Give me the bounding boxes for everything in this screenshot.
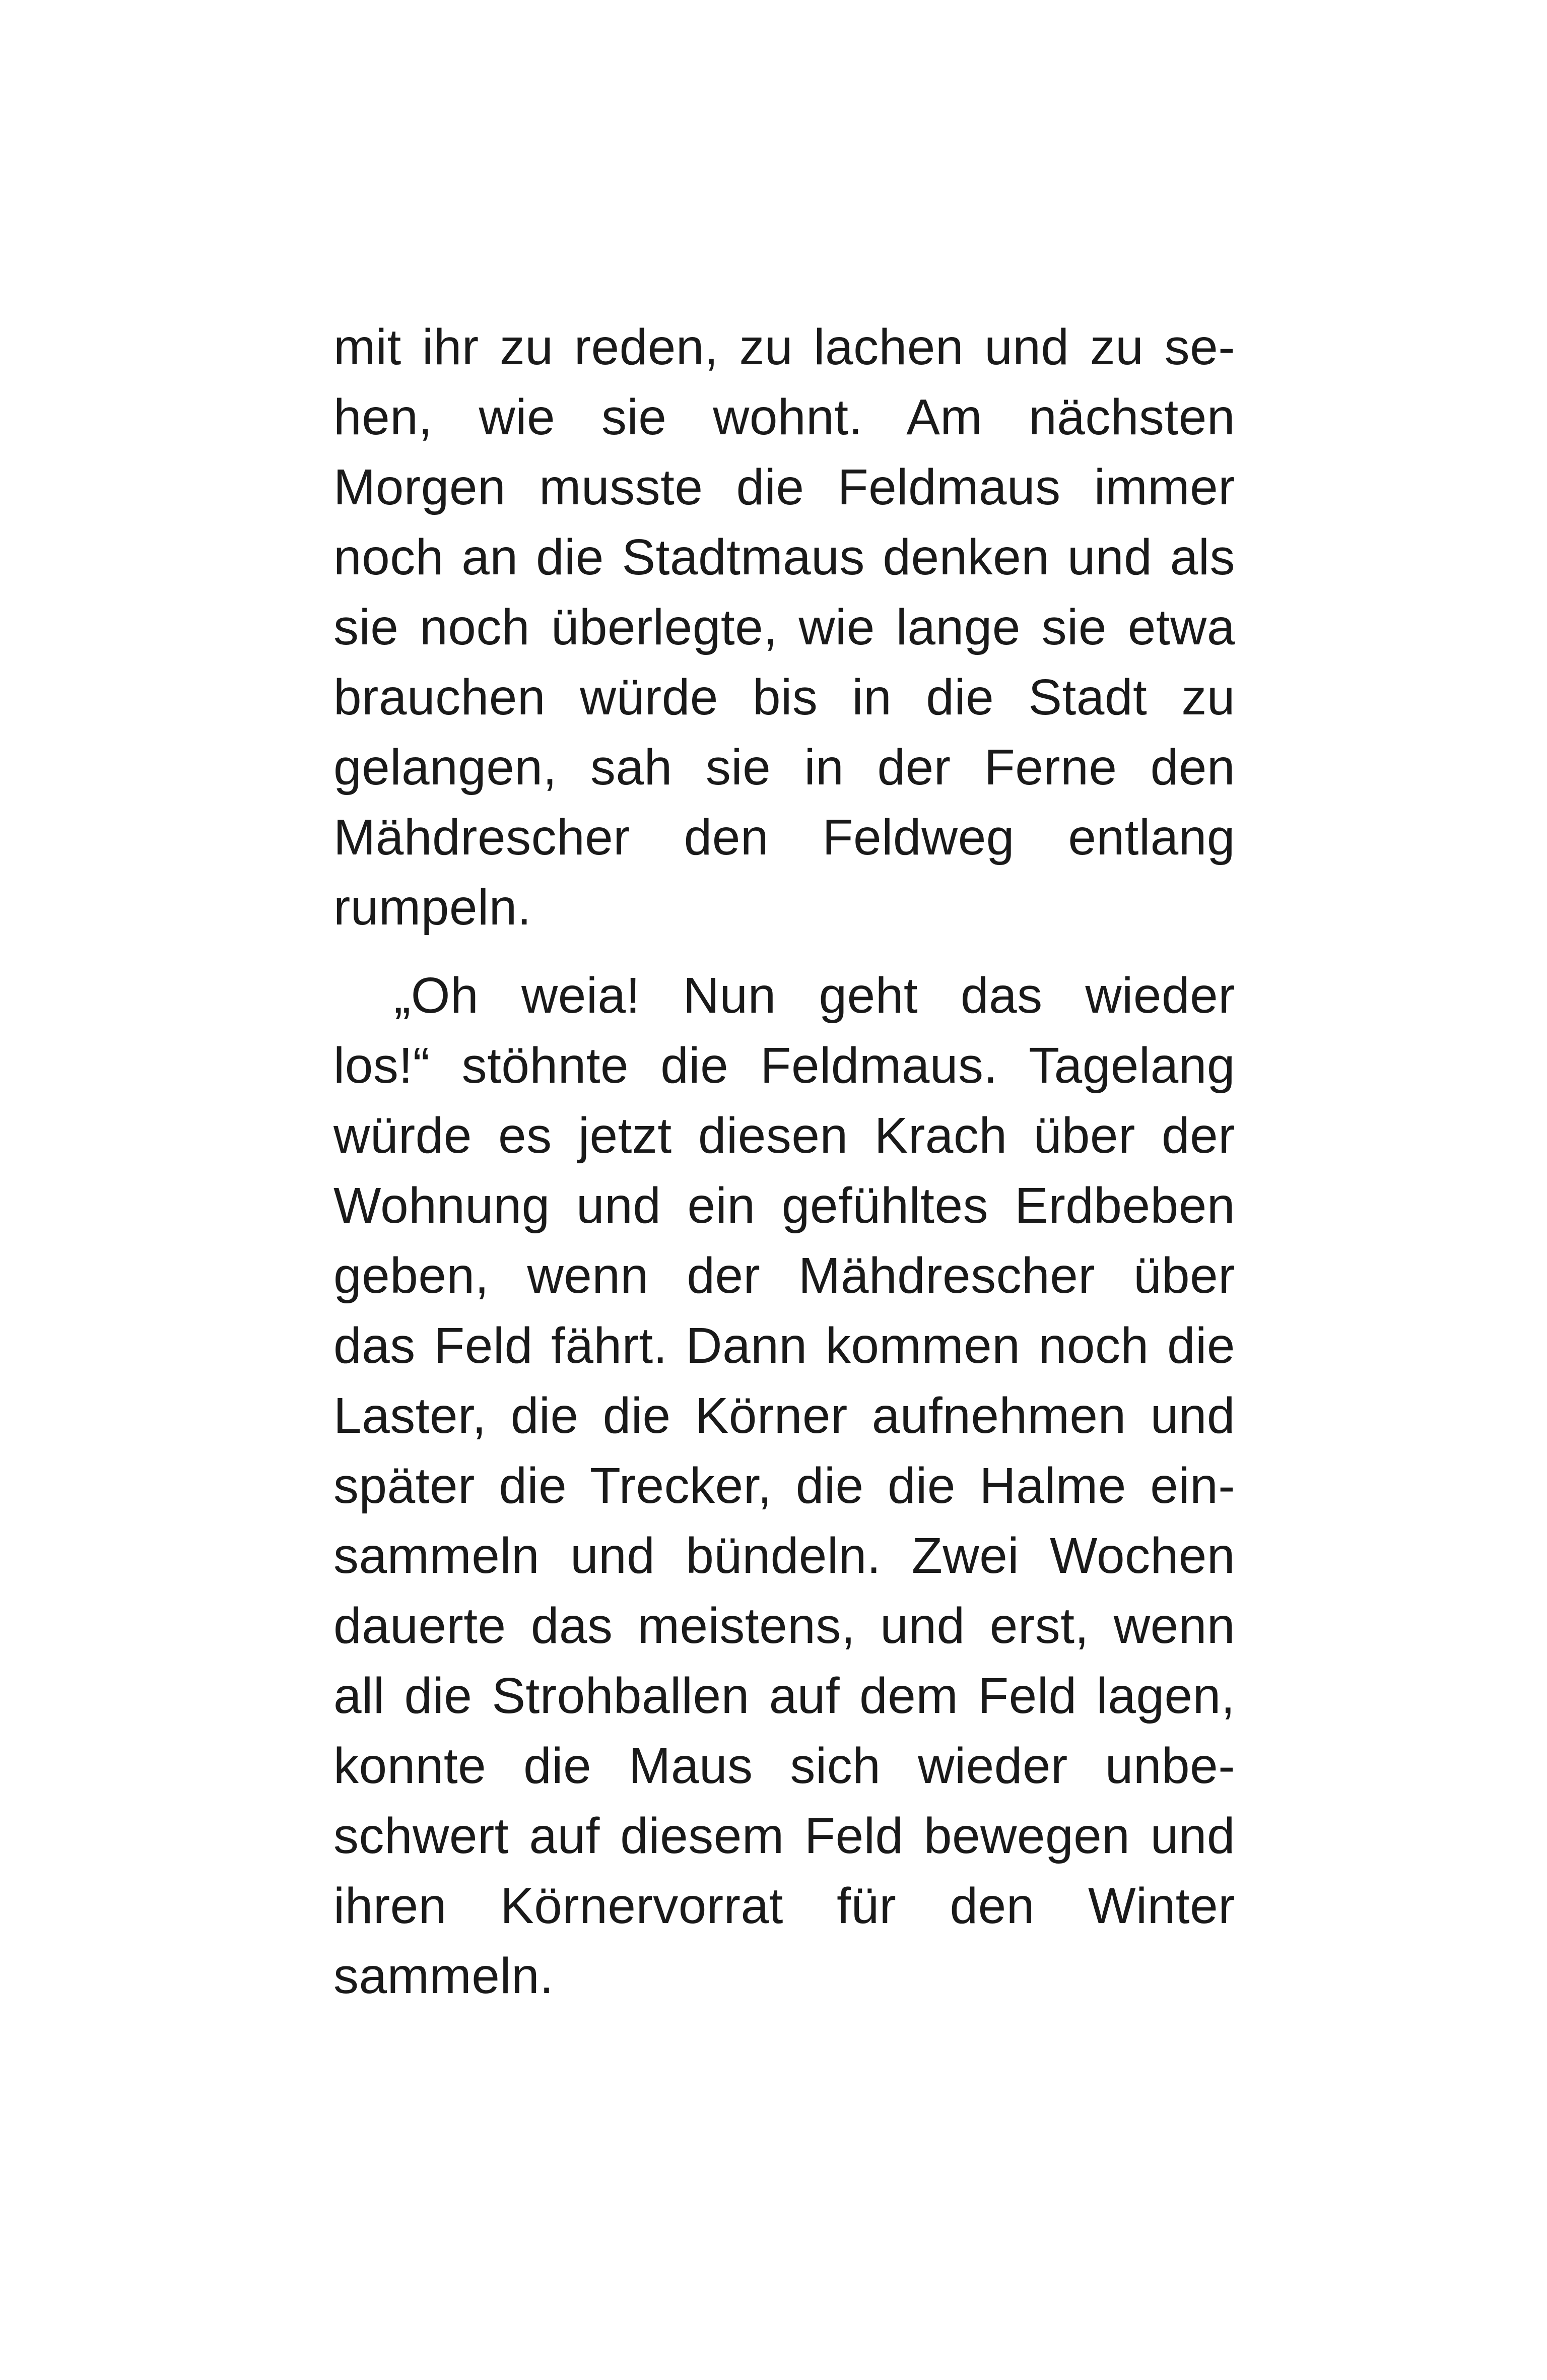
text-line: Mähdrescher den Feldweg entlang	[333, 809, 1235, 866]
text-line: ihren Körnervorrat für den Winter	[333, 1878, 1235, 1934]
text-line: sie noch überlegte, wie lange sie etwa	[333, 599, 1235, 655]
text-line: Morgen musste die Feldmaus immer	[333, 459, 1235, 515]
body-text	[333, 312, 1235, 2011]
paragraph-1	[333, 312, 1235, 943]
text-line: sammeln.	[333, 1948, 554, 2004]
text-line: Laster, die die Körner aufnehmen und	[333, 1387, 1235, 1444]
text-line: später die Trecker, die die Halme ein-	[333, 1458, 1235, 1514]
text-line: „Oh weia! Nun geht das wieder	[394, 967, 1235, 1024]
text-line: rumpeln.	[333, 879, 532, 936]
text-line: Wohnung und ein gefühltes Erdbeben	[333, 1177, 1235, 1234]
text-line: hen, wie sie wohnt. Am nächsten	[333, 389, 1235, 445]
text-line: konnte die Maus sich wieder unbe-	[333, 1738, 1235, 1794]
text-line: geben, wenn der Mähdrescher über	[333, 1247, 1235, 1304]
text-line: schwert auf diesem Feld bewegen und	[333, 1808, 1235, 1864]
paragraph-spacer	[333, 943, 1235, 961]
text-line: würde es jetzt diesen Krach über der	[333, 1107, 1235, 1164]
text-line: das Feld fährt. Dann kommen noch die	[333, 1317, 1235, 1374]
paragraph-2	[333, 961, 1235, 2011]
text-line: all die Strohballen auf dem Feld lagen,	[333, 1668, 1235, 1724]
text-line: noch an die Stadtmaus denken und als	[333, 529, 1235, 585]
text-line: dauerte das meistens, und erst, wenn	[333, 1598, 1235, 1654]
text-line: gelangen, sah sie in der Ferne den	[333, 739, 1235, 796]
text-line: brauchen würde bis in die Stadt zu	[333, 669, 1235, 725]
text-line: sammeln und bündeln. Zwei Wochen	[333, 1528, 1235, 1584]
text-line: mit ihr zu reden, zu lachen und zu se-	[333, 319, 1235, 375]
text-line: los!“ stöhnte die Feldmaus. Tagelang	[333, 1037, 1235, 1094]
